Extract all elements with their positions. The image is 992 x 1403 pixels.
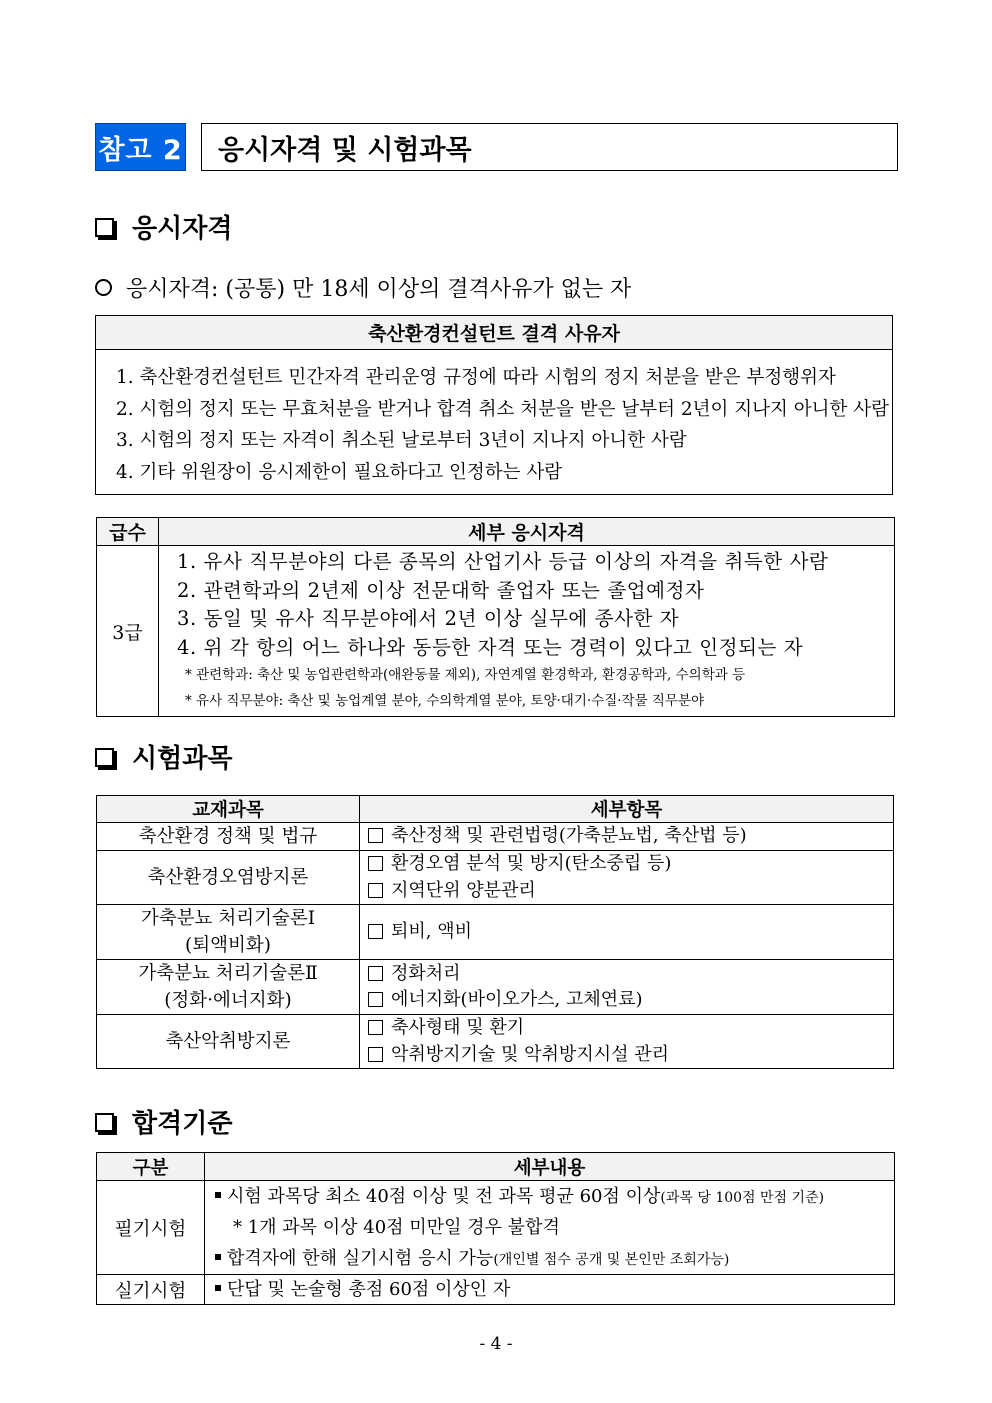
subject-cell: 축산환경 정책 및 법규 — [97, 823, 360, 851]
table-row — [97, 1015, 894, 1069]
disqualification-title: 축산환경컨설턴트 결격 사유자 — [96, 316, 892, 350]
table-row — [97, 1275, 895, 1305]
disqualification-item: 2. 시험의 정지 또는 무효처분을 받거나 합격 취소 처분을 받은 날부터 2년이 지나지 아니한 사람 — [116, 398, 889, 420]
detail-line: 4. 위 각 항의 어느 하나와 동등한 자격 또는 경력이 있다고 인정되는 자 — [177, 635, 804, 659]
section-title: 시험과목 — [132, 744, 233, 774]
disqualification-item: 4. 기타 위원장이 응시제한이 필요하다고 인정하는 사람 — [116, 461, 563, 483]
section-heading-qualification — [95, 208, 232, 245]
section-title: 응시자격 — [132, 214, 233, 244]
item-text: 축사형태 및 환기 — [391, 1017, 525, 1038]
items-header: 세부항목 — [360, 796, 894, 823]
category-cell: 필기시험 — [97, 1181, 205, 1275]
square-bullet-icon — [95, 1113, 114, 1132]
table-row — [97, 823, 894, 851]
criteria-note: (개인별 점수 공개 및 본인만 조회가능) — [493, 1252, 730, 1268]
items-cell — [360, 960, 894, 1015]
criteria-text: 단답 및 논술형 총점 60점 이상인 자 — [227, 1279, 511, 1300]
content-header: 세부내용 — [205, 1153, 895, 1181]
detail-cell — [159, 546, 895, 717]
grade-table — [96, 517, 895, 717]
checkbox-icon — [368, 924, 383, 939]
subject-table — [96, 795, 894, 1069]
circle-bullet-icon — [95, 279, 112, 296]
checkbox-icon — [368, 966, 383, 981]
items-cell — [360, 823, 894, 851]
checkbox-icon — [368, 828, 383, 843]
disqualification-box — [95, 315, 893, 495]
item-text: 정화처리 — [391, 962, 461, 984]
category-header: 구분 — [97, 1153, 205, 1181]
items-cell — [360, 1015, 894, 1069]
table-row — [97, 905, 894, 960]
items-cell — [360, 851, 894, 905]
content-cell — [205, 1275, 895, 1305]
item-text: 환경오염 분석 및 방지(탄소중립 등) — [391, 853, 672, 874]
content-cell — [205, 1181, 895, 1275]
category-cell: 실기시험 — [97, 1275, 205, 1305]
subject-cell: 가축분뇨 처리기술론Ⅱ (정화·에너지화) — [97, 960, 360, 1015]
square-bullet-icon — [95, 748, 114, 767]
criteria-text: 합격자에 한해 실기시험 응시 가능 — [227, 1248, 494, 1269]
subject-cell: 축산악취방지론 — [97, 1015, 360, 1069]
qualification-line — [95, 272, 631, 303]
table-row — [97, 851, 894, 905]
reference-badge: 참고 2 — [95, 123, 186, 171]
square-bullet-icon — [95, 218, 114, 237]
checkbox-icon — [368, 856, 383, 871]
checkbox-icon — [368, 1047, 383, 1062]
disqualification-item: 3. 시험의 정지 또는 자격이 취소된 날로부터 3년이 지나지 아니한 사람 — [116, 430, 687, 451]
section-title: 합격기준 — [132, 1109, 233, 1139]
section-heading-criteria — [95, 1103, 232, 1140]
detail-line: 2. 관련학과의 2년제 이상 전문대학 졸업자 또는 졸업예정자 — [177, 578, 705, 602]
page-title: 응시자격 및 시험과목 — [201, 123, 898, 171]
criteria-text: 시험 과목당 최소 40점 이상 및 전 과목 평균 60점 이상 — [227, 1186, 661, 1207]
subject-cell: 축산환경오염방지론 — [97, 851, 360, 905]
bullet-icon — [215, 1192, 221, 1198]
subject-header: 교재과목 — [97, 796, 360, 823]
items-cell — [360, 905, 894, 960]
criteria-note: (과목 당 100점 만점 기준) — [660, 1190, 825, 1206]
table-row — [97, 1181, 895, 1275]
checkbox-icon — [368, 992, 383, 1007]
detail-line: 1. 유사 직무분야의 다른 종목의 산업기사 등급 이상의 자격을 취득한 사람 — [177, 550, 829, 573]
subject-cell: 가축분뇨 처리기술론Ⅰ (퇴액비화) — [97, 905, 360, 960]
grade-header: 급수 — [97, 518, 159, 546]
checkbox-icon — [368, 1020, 383, 1035]
grade-cell: 3급 — [97, 546, 159, 717]
disqualification-item: 1. 축산환경컨설턴트 민간자격 관리운영 규정에 따라 시험의 정지 처분을 받은 부정행위자 — [116, 367, 836, 388]
item-text: 에너지화(바이오가스, 고체연료) — [391, 989, 643, 1010]
criteria-subnote: * 1개 과목 이상 40점 미만일 경우 불합격 — [233, 1217, 560, 1238]
item-text: 악취방지기술 및 악취방지시설 관리 — [391, 1043, 669, 1065]
criteria-table — [96, 1152, 895, 1305]
bullet-icon — [215, 1285, 221, 1291]
item-text: 퇴비, 액비 — [391, 920, 472, 942]
detail-line: 3. 동일 및 유사 직무분야에서 2년 이상 실무에 종사한 자 — [177, 607, 680, 630]
page-number: - 4 - — [479, 1334, 513, 1354]
item-text: 축산정책 및 관련법령(가축분뇨법, 축산법 등) — [391, 825, 747, 847]
detail-note: * 관련학과: 축산 및 농업관련학과(애완동물 제외), 자연계열 환경학과, 환경공학과, 수의학과 등 — [185, 667, 746, 683]
qualification-text: 응시자격: (공통) 만 18세 이상의 결격사유가 없는 자 — [126, 277, 632, 302]
detail-header: 세부 응시자격 — [159, 518, 895, 546]
detail-note: * 유사 직무분야: 축산 및 농업계열 분야, 수의학계열 분야, 토양·대기·수질·작물 직무분야 — [185, 693, 705, 709]
checkbox-icon — [368, 883, 383, 898]
table-row — [97, 960, 894, 1015]
section-heading-subjects — [95, 738, 232, 775]
item-text: 지역단위 양분관리 — [391, 879, 536, 901]
bullet-icon — [215, 1254, 221, 1260]
